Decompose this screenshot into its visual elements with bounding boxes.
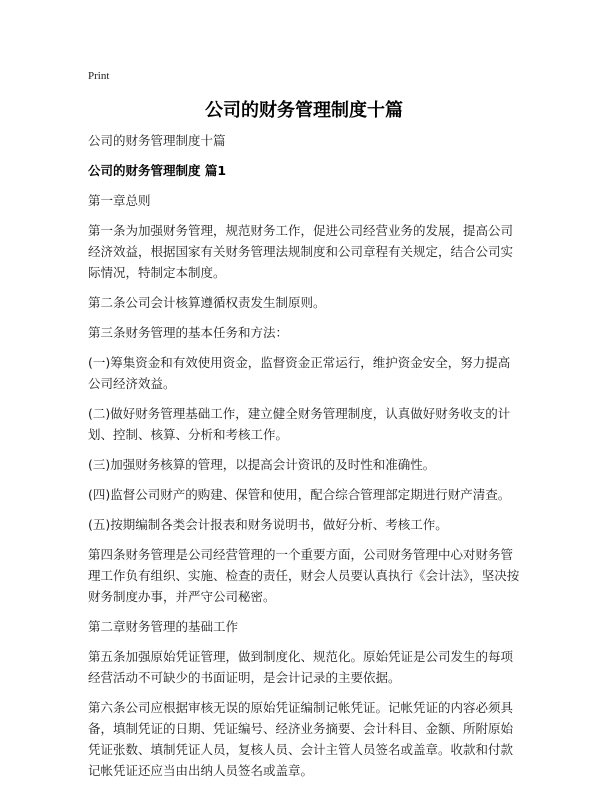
paragraph: 第五条加强原始凭证管理，做到制度化、规范化。原始凭证是公司发生的每项经营活动不可缺少的书面证明，是会计记录的主要依据。 — [88, 649, 514, 685]
paragraph: 第四条财务管理是公司经营管理的一个重要方面，公司财务管理中心对财务管理工作负有组织、实施、检查的责任，财会人员要认真执行《会计法》，坚决按财务制度办事，并严守公司秘密。 — [88, 547, 520, 604]
paragraph: 第一章总则 — [88, 193, 151, 208]
paragraph: (五)按期编制各类会计报表和财务说明书，做好分析、考核工作。 — [88, 517, 448, 532]
paragraph: 第六条公司应根据审核无误的原始凭证编制记帐凭证。记帐凭证的内容必须具备，填制凭证的日期、凭证编号、经济业务摘要、会计科目、金额、所附原始凭证张数、填制凭证人员，复核人员、会计主管人员签名或盖章。收款和付款记帐凭证还应当由出纳人员签名或盖章。 — [88, 700, 514, 778]
document-title: 公司的财务管理制度十篇 — [205, 100, 403, 121]
paragraph: 第二条公司会计核算遵循权责发生制原则。 — [88, 295, 326, 310]
paragraph: 第三条财务管理的基本任务和方法： — [88, 325, 289, 340]
paragraph: 第一条为加强财务管理，规范财务工作，促进公司经营业务的发展，提高公司经济效益，根据国家有关财务管理法规制度和公司章程有关规定，结合公司实际情况，特制定本制度。 — [88, 223, 514, 280]
paragraph: 第二章财务管理的基础工作 — [88, 619, 239, 634]
paragraph: (一)筹集资金和有效使用资金，监督资金正常运行，维护资金安全，努力提高公司经济效益。 — [88, 355, 511, 391]
paragraph: 公司的财务管理制度十篇 — [88, 133, 226, 148]
print-label: Print — [88, 70, 110, 82]
paragraph: (三)加强财务核算的管理，以提高会计资讯的及时性和准确性。 — [88, 457, 436, 472]
section-heading: 公司的财务管理制度 篇1 — [88, 163, 227, 178]
paragraph: (二)做好财务管理基础工作，建立健全财务管理制度，认真做好财务收支的计划、控制、核算、分析和考核工作。 — [88, 406, 511, 442]
document-body — [88, 130, 520, 790]
paragraph: (四)监督公司财产的购建、保管和使用，配合综合管理部定期进行财产清查。 — [88, 487, 511, 502]
